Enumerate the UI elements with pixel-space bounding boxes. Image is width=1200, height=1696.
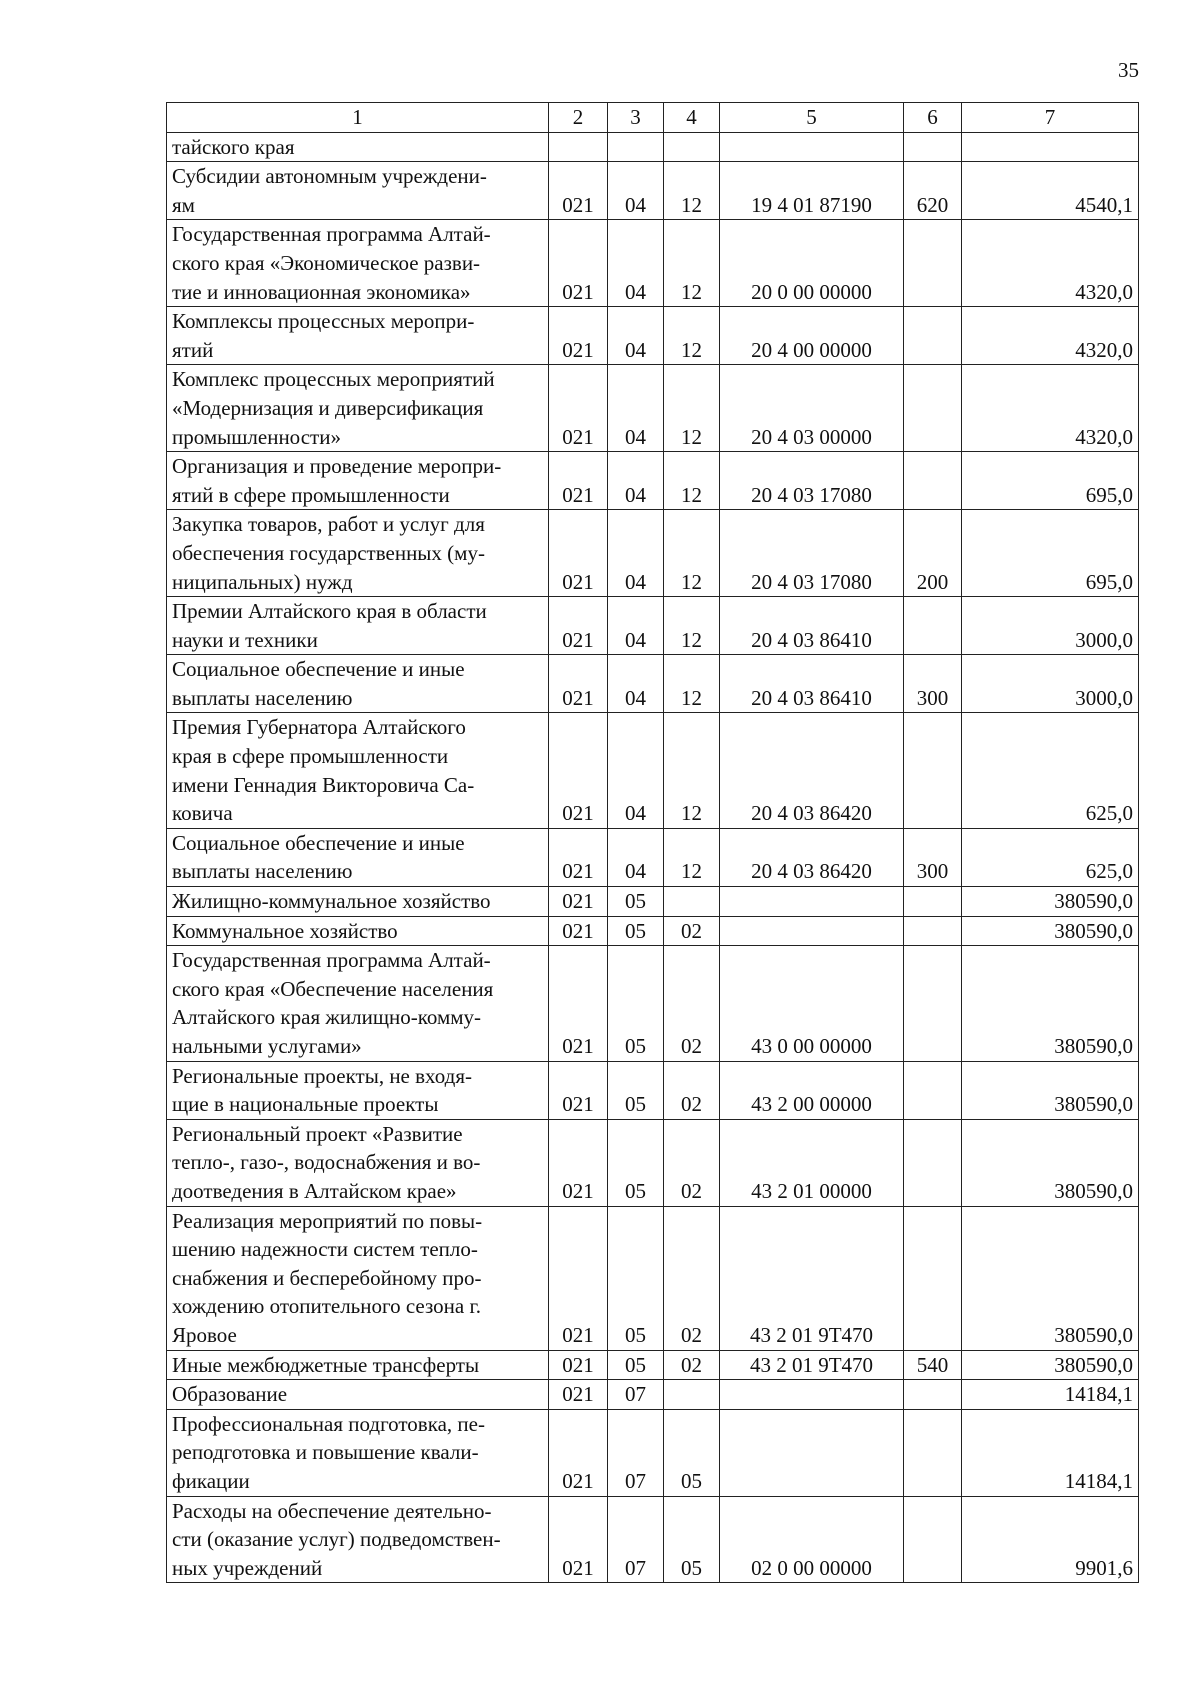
amount-cell: 380590,0 [962, 887, 1139, 917]
section-code-cell: 05 [608, 1119, 664, 1206]
column-header: 3 [608, 103, 664, 133]
table-row [167, 452, 1139, 510]
section-code-cell: 04 [608, 307, 664, 365]
amount-cell: 695,0 [962, 452, 1139, 510]
item-name-line: обеспечения государственных (му- [172, 540, 485, 565]
table-row [167, 365, 1139, 452]
column-header: 4 [664, 103, 720, 133]
item-name-line: Коммунальное хозяйство [172, 918, 398, 943]
item-name-line: фикации [172, 1468, 250, 1493]
target-article-cell: 43 0 00 00000 [720, 946, 904, 1061]
subsection-code-cell: 02 [664, 1206, 720, 1350]
ministry-code-cell: 021 [549, 1496, 608, 1583]
subsection-code-cell: 12 [664, 307, 720, 365]
section-code-cell: 04 [608, 452, 664, 510]
amount-cell: 380590,0 [962, 1061, 1139, 1119]
subsection-code-cell [664, 887, 720, 917]
expense-type-cell [904, 1380, 962, 1410]
item-name-cell [167, 597, 549, 655]
item-name-line: щие в национальные проекты [172, 1092, 439, 1117]
amount-cell: 3000,0 [962, 597, 1139, 655]
column-header: 1 [167, 103, 549, 133]
expense-type-cell [904, 887, 962, 917]
item-name-line: Образование [172, 1382, 288, 1407]
column-header: 5 [720, 103, 904, 133]
section-code-cell: 04 [608, 828, 664, 886]
item-name-cell [167, 828, 549, 886]
ministry-code-cell: 021 [549, 916, 608, 946]
expense-type-cell [904, 597, 962, 655]
subsection-code-cell [664, 132, 720, 162]
page-number: 35 [1118, 58, 1139, 82]
item-name-cell [167, 1496, 549, 1583]
item-name-line: Организация и проведение меропри- [172, 454, 502, 479]
section-code-cell: 04 [608, 162, 664, 220]
item-name-line: ям [172, 192, 195, 217]
item-name-cell [167, 365, 549, 452]
amount-cell: 380590,0 [962, 1350, 1139, 1380]
subsection-code-cell: 12 [664, 162, 720, 220]
column-header: 7 [962, 103, 1139, 133]
item-name-line: тие и инновационная экономика» [172, 279, 471, 304]
item-name-cell [167, 307, 549, 365]
section-code-cell: 05 [608, 1061, 664, 1119]
item-name-line: науки и техники [172, 627, 318, 652]
expense-type-cell: 540 [904, 1350, 962, 1380]
subsection-code-cell: 02 [664, 1119, 720, 1206]
table-row [167, 1409, 1139, 1496]
subsection-code-cell: 02 [664, 916, 720, 946]
expense-type-cell: 300 [904, 828, 962, 886]
target-article-cell: 43 2 01 00000 [720, 1119, 904, 1206]
item-name-line: Реализация мероприятий по повы- [172, 1208, 483, 1233]
section-code-cell: 04 [608, 713, 664, 828]
item-name-line: снабжения и бесперебойному про- [172, 1265, 482, 1290]
ministry-code-cell [549, 132, 608, 162]
table-row [167, 1061, 1139, 1119]
item-name-line: ковича [172, 801, 233, 826]
amount-cell: 380590,0 [962, 1119, 1139, 1206]
item-name-line: нальными услугами» [172, 1034, 362, 1058]
section-code-cell: 04 [608, 220, 664, 307]
expense-type-cell [904, 1119, 962, 1206]
table-row [167, 828, 1139, 886]
subsection-code-cell: 12 [664, 365, 720, 452]
target-article-cell: 20 4 03 17080 [720, 452, 904, 510]
table-row [167, 307, 1139, 365]
ministry-code-cell: 021 [549, 510, 608, 597]
subsection-code-cell: 12 [664, 510, 720, 597]
subsection-code-cell: 05 [664, 1496, 720, 1583]
item-name-line: шению надежности систем тепло- [172, 1237, 478, 1262]
ministry-code-cell: 021 [549, 887, 608, 917]
section-code-cell: 05 [608, 887, 664, 917]
expense-type-cell [904, 307, 962, 365]
ministry-code-cell: 021 [549, 713, 608, 828]
amount-cell: 14184,1 [962, 1409, 1139, 1496]
section-code-cell: 05 [608, 1350, 664, 1380]
item-name-line: промышленности» [172, 424, 341, 449]
item-name-cell [167, 510, 549, 597]
ministry-code-cell: 021 [549, 1206, 608, 1350]
target-article-cell [720, 1409, 904, 1496]
item-name-line: Государственная программа Алтай- [172, 222, 491, 247]
ministry-code-cell: 021 [549, 1119, 608, 1206]
expense-type-cell: 620 [904, 162, 962, 220]
amount-cell: 380590,0 [962, 916, 1139, 946]
item-name-line: ятий [172, 337, 214, 362]
item-name-line: сти (оказание услуг) подведомствен- [172, 1527, 501, 1552]
item-name-line: Расходы на обеспечение деятельно- [172, 1498, 492, 1523]
amount-cell: 4320,0 [962, 220, 1139, 307]
table-row [167, 713, 1139, 828]
expense-type-cell [904, 1061, 962, 1119]
item-name-line: Государственная программа Алтай- [172, 948, 491, 973]
column-header: 6 [904, 103, 962, 133]
ministry-code-cell: 021 [549, 1061, 608, 1119]
subsection-code-cell: 12 [664, 828, 720, 886]
table-row [167, 916, 1139, 946]
ministry-code-cell: 021 [549, 307, 608, 365]
ministry-code-cell: 021 [549, 946, 608, 1061]
target-article-cell [720, 1380, 904, 1410]
table-row [167, 1119, 1139, 1206]
item-name-cell [167, 1119, 549, 1206]
amount-cell: 625,0 [962, 828, 1139, 886]
section-code-cell: 04 [608, 597, 664, 655]
target-article-cell: 19 4 01 87190 [720, 162, 904, 220]
amount-cell: 14184,1 [962, 1380, 1139, 1410]
table-row [167, 887, 1139, 917]
expense-type-cell [904, 1409, 962, 1496]
target-article-cell [720, 916, 904, 946]
item-name-line: ского края «Экономическое разви- [172, 250, 481, 275]
subsection-code-cell: 12 [664, 713, 720, 828]
item-name-line: доотведения в Алтайском крае» [172, 1178, 457, 1203]
item-name-line: Закупка товаров, работ и услуг для [172, 512, 485, 537]
section-code-cell: 07 [608, 1380, 664, 1410]
item-name-line: края в сфере промышленности [172, 744, 449, 769]
item-name-line: выплаты населению [172, 859, 353, 884]
item-name-line: Профессиональная подготовка, пе- [172, 1411, 485, 1436]
table-row [167, 597, 1139, 655]
target-article-cell: 43 2 00 00000 [720, 1061, 904, 1119]
item-name-line: «Модернизация и диверсификация [172, 395, 484, 420]
expense-type-cell [904, 365, 962, 452]
ministry-code-cell: 021 [549, 365, 608, 452]
item-name-cell [167, 162, 549, 220]
amount-cell: 4320,0 [962, 307, 1139, 365]
table-row [167, 655, 1139, 713]
amount-cell: 4540,1 [962, 162, 1139, 220]
amount-cell: 4320,0 [962, 365, 1139, 452]
target-article-cell: 20 4 03 86410 [720, 597, 904, 655]
table-header-row [167, 103, 1139, 133]
section-code-cell: 04 [608, 510, 664, 597]
target-article-cell [720, 887, 904, 917]
item-name-line: Алтайского края жилищно-комму- [172, 1005, 482, 1030]
item-name-cell [167, 1206, 549, 1350]
item-name-line: Комплекс процессных мероприятий [172, 367, 495, 392]
item-name-line: Региональный проект «Развитие [172, 1121, 463, 1146]
expense-type-cell [904, 1206, 962, 1350]
amount-cell: 380590,0 [962, 946, 1139, 1061]
table-row [167, 1350, 1139, 1380]
item-name-cell [167, 1061, 549, 1119]
subsection-code-cell [664, 1380, 720, 1410]
ministry-code-cell: 021 [549, 162, 608, 220]
item-name-line: реподготовка и повышение квали- [172, 1440, 479, 1465]
section-code-cell [608, 132, 664, 162]
target-article-cell: 20 4 00 00000 [720, 307, 904, 365]
target-article-cell: 20 4 03 86420 [720, 713, 904, 828]
table-row [167, 510, 1139, 597]
item-name-line: ных учреждений [172, 1555, 323, 1580]
expense-type-cell: 300 [904, 655, 962, 713]
expense-type-cell [904, 916, 962, 946]
expense-type-cell [904, 452, 962, 510]
table-row [167, 1206, 1139, 1350]
subsection-code-cell: 02 [664, 1350, 720, 1380]
expense-type-cell [904, 132, 962, 162]
subsection-code-cell: 12 [664, 220, 720, 307]
table-row [167, 162, 1139, 220]
item-name-line: имени Геннадия Викторовича Са- [172, 772, 475, 797]
section-code-cell: 04 [608, 365, 664, 452]
expense-type-cell [904, 946, 962, 1061]
target-article-cell: 20 4 03 00000 [720, 365, 904, 452]
item-name-cell [167, 132, 549, 162]
target-article-cell: 43 2 01 9Т470 [720, 1350, 904, 1380]
amount-cell: 695,0 [962, 510, 1139, 597]
subsection-code-cell: 05 [664, 1409, 720, 1496]
item-name-line: Жилищно-коммунальное хозяйство [172, 889, 491, 914]
amount-cell: 380590,0 [962, 1206, 1139, 1350]
section-code-cell: 05 [608, 946, 664, 1061]
table-row [167, 220, 1139, 307]
amount-cell: 9901,6 [962, 1496, 1139, 1583]
section-code-cell: 07 [608, 1409, 664, 1496]
item-name-cell [167, 713, 549, 828]
subsection-code-cell: 02 [664, 1061, 720, 1119]
item-name-line: Премии Алтайского края в области [172, 599, 487, 624]
target-article-cell: 20 4 03 86420 [720, 828, 904, 886]
item-name-line: Социальное обеспечение и иные [172, 830, 465, 855]
expense-type-cell [904, 220, 962, 307]
table-row [167, 132, 1139, 162]
ministry-code-cell: 021 [549, 220, 608, 307]
item-name-line: Комплексы процессных меропри- [172, 309, 475, 334]
item-name-line: Иные межбюджетные трансферты [172, 1352, 480, 1377]
column-header: 2 [549, 103, 608, 133]
item-name-line: ятий в сфере промышленности [172, 482, 450, 507]
expense-type-cell [904, 1496, 962, 1583]
ministry-code-cell: 021 [549, 1409, 608, 1496]
item-name-line: Региональные проекты, не входя- [172, 1063, 472, 1088]
subsection-code-cell: 02 [664, 946, 720, 1061]
subsection-code-cell: 12 [664, 452, 720, 510]
expense-type-cell [904, 713, 962, 828]
target-article-cell: 20 4 03 17080 [720, 510, 904, 597]
target-article-cell: 20 0 00 00000 [720, 220, 904, 307]
item-name-line: выплаты населению [172, 685, 353, 710]
target-article-cell: 43 2 01 9Т470 [720, 1206, 904, 1350]
amount-cell [962, 132, 1139, 162]
item-name-line: Премия Губернатора Алтайского [172, 715, 466, 740]
item-name-line: тепло-, газо-, водоснабжения и во- [172, 1150, 481, 1175]
ministry-code-cell: 021 [549, 828, 608, 886]
amount-cell: 3000,0 [962, 655, 1139, 713]
section-code-cell: 05 [608, 916, 664, 946]
item-name-line: Социальное обеспечение и иные [172, 657, 465, 682]
section-code-cell: 07 [608, 1496, 664, 1583]
ministry-code-cell: 021 [549, 1380, 608, 1410]
item-name-line: тайского края [172, 134, 295, 159]
item-name-line: хождению отопительного сезона г. [172, 1294, 481, 1319]
subsection-code-cell: 12 [664, 597, 720, 655]
item-name-cell [167, 887, 549, 917]
amount-cell: 625,0 [962, 713, 1139, 828]
table-row [167, 1496, 1139, 1583]
ministry-code-cell: 021 [549, 1350, 608, 1380]
item-name-cell [167, 946, 549, 1061]
item-name-cell [167, 220, 549, 307]
item-name-cell [167, 1409, 549, 1496]
target-article-cell: 20 4 03 86410 [720, 655, 904, 713]
section-code-cell: 04 [608, 655, 664, 713]
item-name-cell [167, 655, 549, 713]
item-name-line: ниципальных) нужд [172, 569, 353, 594]
target-article-cell [720, 132, 904, 162]
item-name-line: Яровое [172, 1322, 237, 1347]
budget-table [166, 102, 1139, 1583]
subsection-code-cell: 12 [664, 655, 720, 713]
item-name-cell [167, 1380, 549, 1410]
item-name-cell [167, 1350, 549, 1380]
target-article-cell: 02 0 00 00000 [720, 1496, 904, 1583]
section-code-cell: 05 [608, 1206, 664, 1350]
ministry-code-cell: 021 [549, 597, 608, 655]
item-name-cell [167, 916, 549, 946]
table-row [167, 1380, 1139, 1410]
ministry-code-cell: 021 [549, 452, 608, 510]
ministry-code-cell: 021 [549, 655, 608, 713]
item-name-line: Субсидии автономным учреждени- [172, 164, 487, 189]
table-body [167, 132, 1139, 1583]
table-row [167, 946, 1139, 1061]
expense-type-cell: 200 [904, 510, 962, 597]
item-name-cell [167, 452, 549, 510]
item-name-line: ского края «Обеспечение населения [172, 976, 494, 1001]
